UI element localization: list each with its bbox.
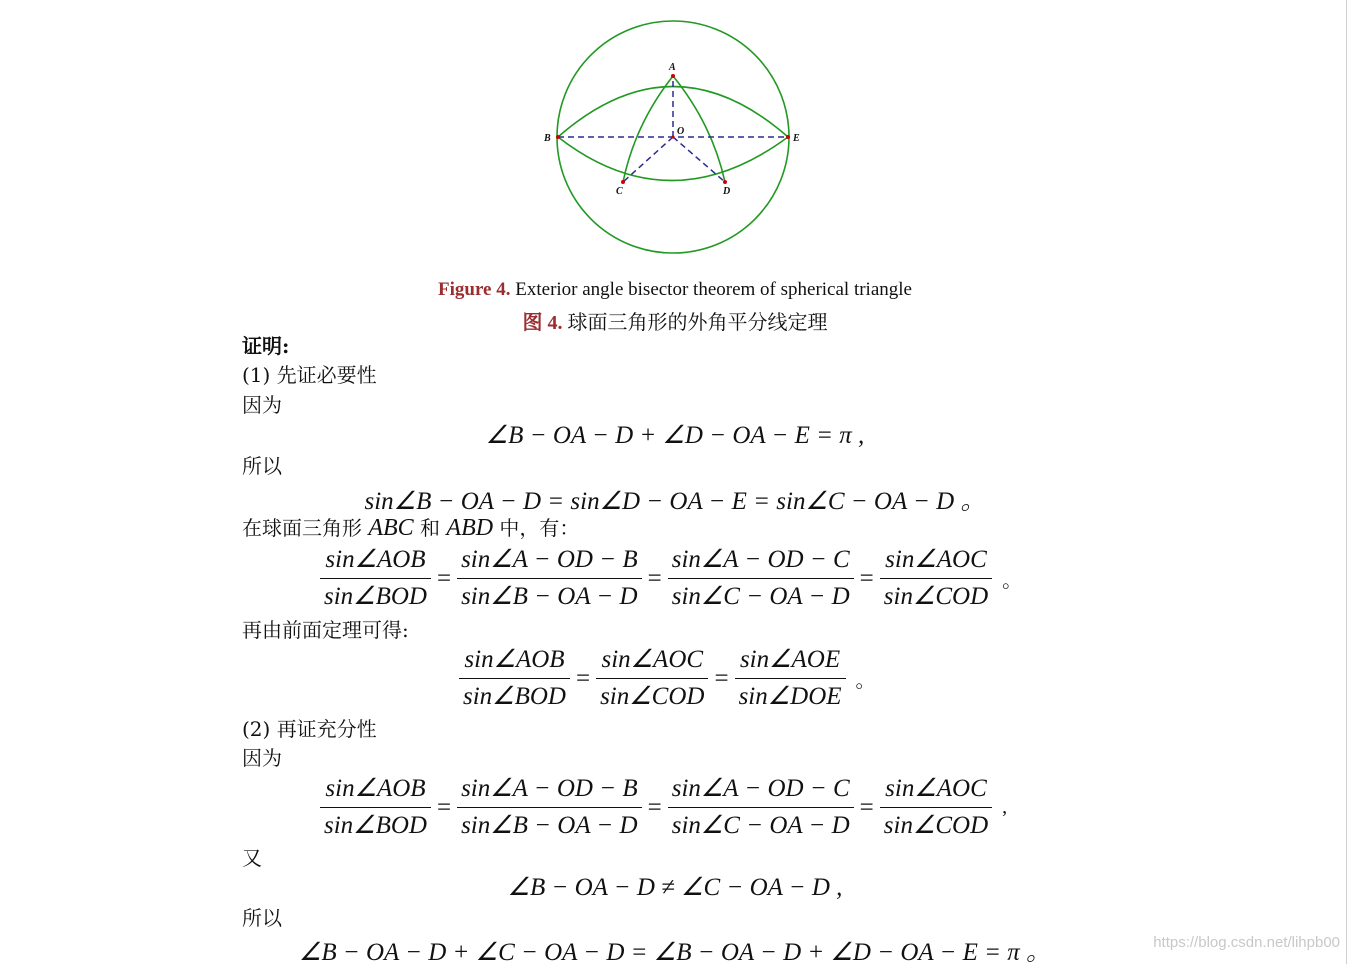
- so-text-1: 所以: [242, 454, 282, 478]
- fraction: [457, 545, 642, 612]
- so-text-2: 所以: [242, 906, 282, 930]
- fraction-numerator: sin∠AOE: [739, 646, 841, 673]
- point-e: [786, 135, 790, 139]
- end-punctuation: ,: [1002, 796, 1008, 818]
- figure-caption-zh-text: 球面三角形的外角平分线定理: [567, 312, 828, 334]
- triangle-abd: ABD: [446, 515, 494, 541]
- arc-a-c: [623, 76, 673, 182]
- fraction: [880, 774, 992, 841]
- dash-o-d: [673, 137, 725, 182]
- point-b: [556, 135, 560, 139]
- fraction: [320, 545, 431, 612]
- label-c: C: [616, 186, 623, 197]
- fraction: [320, 774, 431, 841]
- fraction: [457, 774, 642, 841]
- label-e: E: [793, 133, 800, 144]
- equals-sign: =: [436, 564, 452, 592]
- figure-caption-en: [0, 279, 1350, 301]
- point-d: [723, 180, 727, 184]
- in-triangles-pre: 在球面三角形: [242, 516, 369, 540]
- label-a: A: [669, 62, 676, 73]
- spherical-triangle-figure: [530, 14, 820, 264]
- equals-sign: =: [859, 793, 874, 821]
- fraction: [668, 774, 854, 841]
- because-text-1: 因为: [242, 393, 282, 417]
- label-o: O: [677, 126, 685, 137]
- and-word: 和: [413, 516, 447, 540]
- equals-sign: =: [859, 564, 874, 592]
- figure-caption-zh: [0, 306, 1350, 335]
- equation-1: ∠B − OA − D + ∠D − OA − E = π ,: [485, 422, 865, 449]
- proof-heading: 证明:: [242, 334, 290, 358]
- fraction-denominator: sin∠C − OA − D: [668, 807, 854, 841]
- equation-2: sin∠B − OA − D = sin∠D − OA − E = sin∠C − OA − D 。: [364, 488, 986, 515]
- fraction-denominator: sin∠B − OA − D: [457, 578, 642, 612]
- point-c: [621, 180, 625, 184]
- part1-heading: (1) 先证必要性: [242, 363, 377, 387]
- fraction-numerator: sin∠A − OD − B: [461, 546, 638, 573]
- because-text-2: 因为: [242, 746, 282, 770]
- figure-caption-en-text: Exterior angle bisector theorem of spherical triangle: [515, 279, 912, 300]
- part2-heading: (2) 再证充分性: [242, 717, 377, 741]
- fraction-numerator: sin∠AOB: [325, 546, 426, 573]
- fraction-denominator: sin∠COD: [596, 678, 708, 712]
- point-o: [671, 135, 674, 138]
- fraction-numerator: sin∠AOC: [885, 546, 987, 573]
- fraction: [596, 645, 708, 712]
- equals-sign: =: [647, 564, 662, 592]
- fraction-numerator: sin∠A − OD − C: [671, 546, 850, 573]
- fraction-denominator: sin∠BOD: [320, 807, 431, 841]
- fraction-numerator: sin∠AOC: [601, 646, 704, 673]
- label-b: B: [544, 133, 551, 144]
- equals-sign: =: [647, 793, 662, 821]
- figure-caption-en-label: Figure 4.: [438, 279, 511, 300]
- fraction-denominator: sin∠C − OA − D: [668, 578, 854, 612]
- in-triangles-text: [242, 516, 579, 540]
- watermark: https://blog.csdn.net/lihpb00: [1153, 934, 1340, 951]
- fraction-numerator: sin∠A − OD − B: [461, 775, 638, 802]
- in-triangles-post: 中，有：: [493, 516, 580, 540]
- fraction-numerator: sin∠A − OD − C: [671, 775, 850, 802]
- fraction-numerator: sin∠AOC: [885, 775, 987, 802]
- triangle-abc: ABC: [368, 515, 414, 541]
- figure-caption-zh-label: 图 4.: [522, 312, 563, 334]
- end-punctuation: 。: [855, 670, 876, 692]
- fraction-numerator: sin∠AOB: [464, 646, 565, 673]
- equals-sign: =: [436, 793, 452, 821]
- point-a: [671, 74, 675, 78]
- fraction: [668, 545, 854, 612]
- fraction-denominator: sin∠COD: [880, 578, 992, 612]
- fraction-denominator: sin∠DOE: [735, 678, 846, 712]
- again-theorem-text: 再由前面定理可得:: [242, 618, 409, 642]
- fraction: [459, 645, 570, 712]
- equals-sign: =: [575, 664, 591, 692]
- end-punctuation: 。: [1002, 570, 1023, 592]
- equation-4: ∠B − OA − D + ∠C − OA − D = ∠B − OA − D + ∠D − OA − E = π 。: [298, 939, 1052, 966]
- fraction: [880, 545, 992, 612]
- fraction-denominator: sin∠BOD: [459, 678, 570, 712]
- great-circle-lower: [558, 137, 788, 181]
- label-d: D: [723, 186, 731, 197]
- fraction-denominator: sin∠BOD: [320, 578, 431, 612]
- fraction-equation-3: [316, 774, 1007, 841]
- fraction: [735, 645, 846, 712]
- equals-sign: =: [714, 664, 729, 692]
- fraction-equation-1: [316, 545, 1022, 612]
- fraction-denominator: sin∠COD: [880, 807, 992, 841]
- fraction-numerator: sin∠AOB: [325, 775, 426, 802]
- also-text: 又: [242, 846, 262, 870]
- fraction-equation-2: [455, 645, 876, 712]
- equation-3: ∠B − OA − D ≠ ∠C − OA − D ,: [507, 874, 843, 901]
- fraction-denominator: sin∠B − OA − D: [457, 807, 642, 841]
